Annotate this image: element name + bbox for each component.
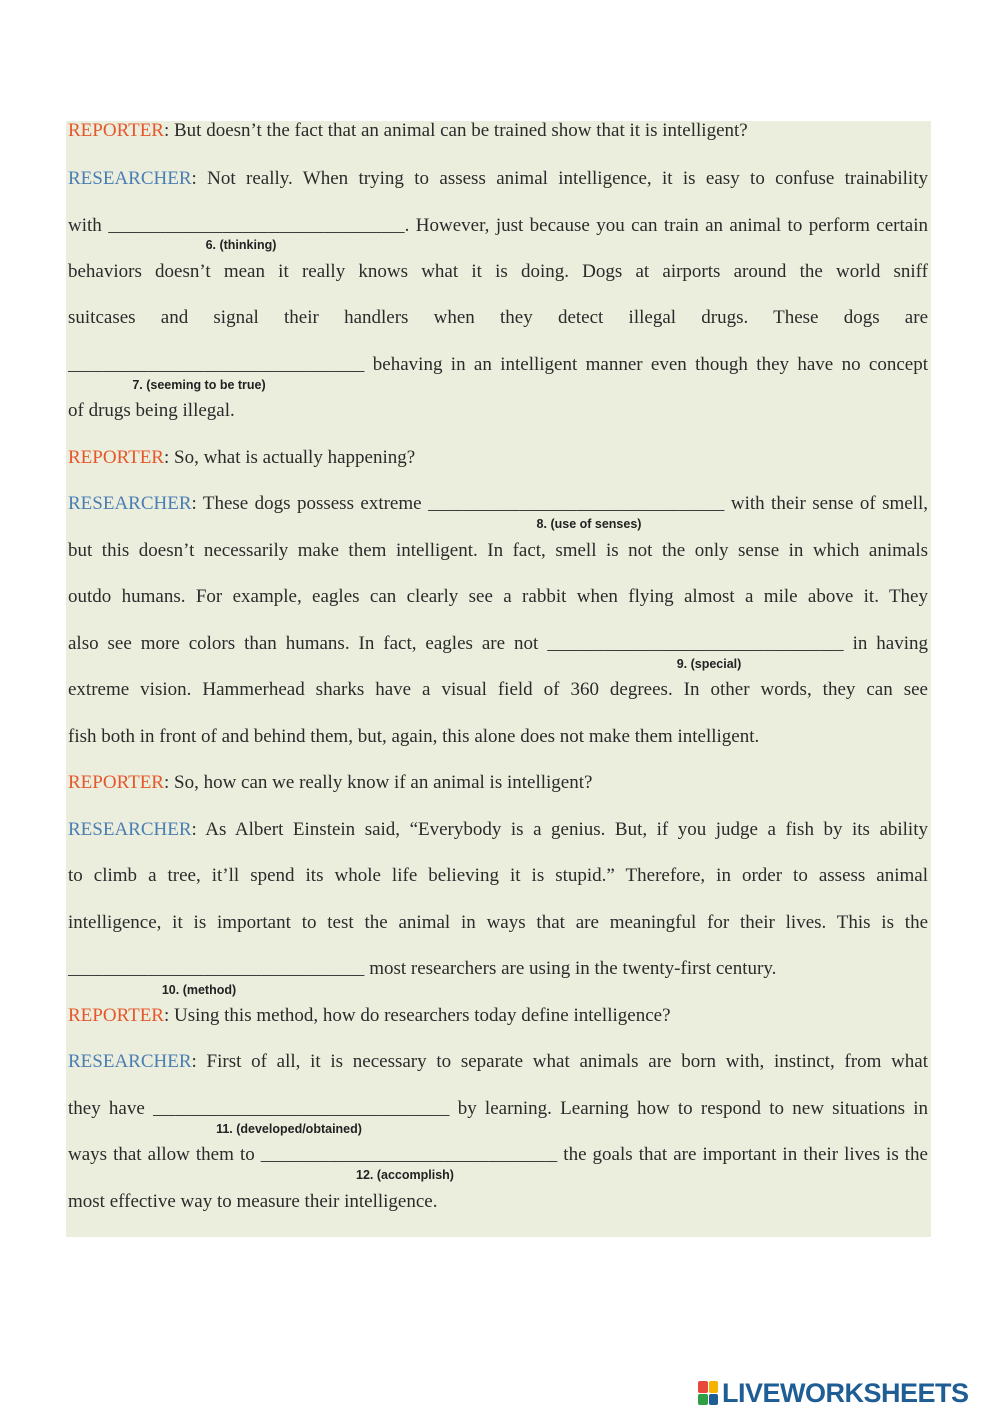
text-line: they have __________________________ by learning. Learning how to respond to new situations in xyxy=(68,1098,928,1120)
hint-label: 11. (developed/obtained) xyxy=(216,1122,362,1136)
answer-blank-11[interactable]: __________________________ xyxy=(153,1098,450,1120)
logo-tile xyxy=(698,1394,708,1406)
text-line: behaviors doesn’t mean it really knows what it is doing. Dogs at airports around the world sniff xyxy=(68,261,928,282)
dialogue-line: REPORTER: So, how can we really know if an animal is intelligent? xyxy=(68,772,593,793)
text-line: __________________________ most researchers are using in the twenty-first century. xyxy=(68,958,777,980)
speaker-researcher: RESEARCHER xyxy=(68,168,192,189)
dialogue-line: RESEARCHER: These dogs possess extreme __________________________ with their sense of smell, xyxy=(68,493,928,515)
dialogue-line: RESEARCHER: Not really. When trying to assess animal intelligence, it is easy to confuse trainability xyxy=(68,168,928,189)
dialogue-line: RESEARCHER: As Albert Einstein said, “Everybody is a genius. But, if you judge a fish by its ability xyxy=(68,819,928,840)
answer-blank-9[interactable]: __________________________ xyxy=(547,633,844,655)
answer-blank-8[interactable]: __________________________ xyxy=(427,493,725,515)
speaker-reporter: REPORTER xyxy=(68,120,164,141)
logo-tile xyxy=(709,1394,719,1406)
text-line: intelligence, it is important to test the animal in ways that are meaningful for their lives. This is the xyxy=(68,912,928,933)
text-line: to climb a tree, it’ll spend its whole life believing it is stupid.” Therefore, in order to assess animal xyxy=(68,865,928,886)
speaker-researcher: RESEARCHER xyxy=(68,1051,192,1072)
text-line: outdo humans. For example, eagles can clearly see a rabbit when flying almost a mile above it. They xyxy=(68,586,928,607)
dialogue-line: RESEARCHER: First of all, it is necessary to separate what animals are born with, instinct, from what xyxy=(68,1051,928,1072)
liveworksheets-logo-icon xyxy=(698,1381,718,1405)
text-line: fish both in front of and behind them, but, again, this alone does not make them intelligent. xyxy=(68,726,760,747)
hint-label: 10. (method) xyxy=(161,983,237,997)
text-line: extreme vision. Hammerhead sharks have a visual field of 360 degrees. In other words, they can see xyxy=(68,679,928,700)
hint-label: 7. (seeming to be true) xyxy=(132,378,266,392)
hint-label: 6. (thinking) xyxy=(205,238,277,252)
dialogue-line: REPORTER: So, what is actually happening? xyxy=(68,447,416,468)
text-line: also see more colors than humans. In fact, eagles are not __________________________ in having xyxy=(68,633,928,655)
logo-tile xyxy=(709,1381,719,1393)
text-line: ways that allow them to __________________________ the goals that are important in their lives is the xyxy=(68,1144,928,1166)
text-line: of drugs being illegal. xyxy=(68,400,235,421)
speaker-researcher: RESEARCHER xyxy=(68,819,192,840)
text-line: __________________________ behaving in an intelligent manner even though they have no concept xyxy=(68,354,928,376)
speaker-reporter: REPORTER xyxy=(68,447,164,468)
dialogue-line: REPORTER: But doesn’t the fact that an animal can be trained show that it is intelligent? xyxy=(68,120,748,141)
logo-text: LIVEWORKSHEETS xyxy=(722,1378,969,1408)
dialogue-line: REPORTER: Using this method, how do researchers today define intelligence? xyxy=(68,1005,671,1026)
hint-label: 9. (special) xyxy=(676,657,742,671)
answer-blank-7[interactable]: __________________________ xyxy=(68,354,365,376)
hint-label: 8. (use of senses) xyxy=(536,517,642,531)
logo-tile xyxy=(698,1381,708,1393)
speaker-reporter: REPORTER xyxy=(68,772,164,793)
speaker-reporter: REPORTER xyxy=(68,1005,164,1026)
liveworksheets-logo[interactable] xyxy=(698,1378,969,1408)
text-line: most effective way to measure their intelligence. xyxy=(68,1191,438,1212)
hint-label: 12. (accomplish) xyxy=(356,1168,454,1182)
text-line: but this doesn’t necessarily make them intelligent. In fact, smell is not the only sense in which animals xyxy=(68,540,928,561)
speaker-researcher: RESEARCHER xyxy=(68,493,192,514)
text-line: suitcases and signal their handlers when they detect illegal drugs. These dogs are xyxy=(68,307,928,328)
answer-blank-12[interactable]: __________________________ xyxy=(260,1144,558,1166)
answer-blank-10[interactable]: __________________________ xyxy=(68,958,365,980)
answer-blank-6[interactable]: __________________________ xyxy=(108,215,405,237)
text-line: with __________________________. However, just because you can train an animal to perform certain xyxy=(68,215,928,237)
